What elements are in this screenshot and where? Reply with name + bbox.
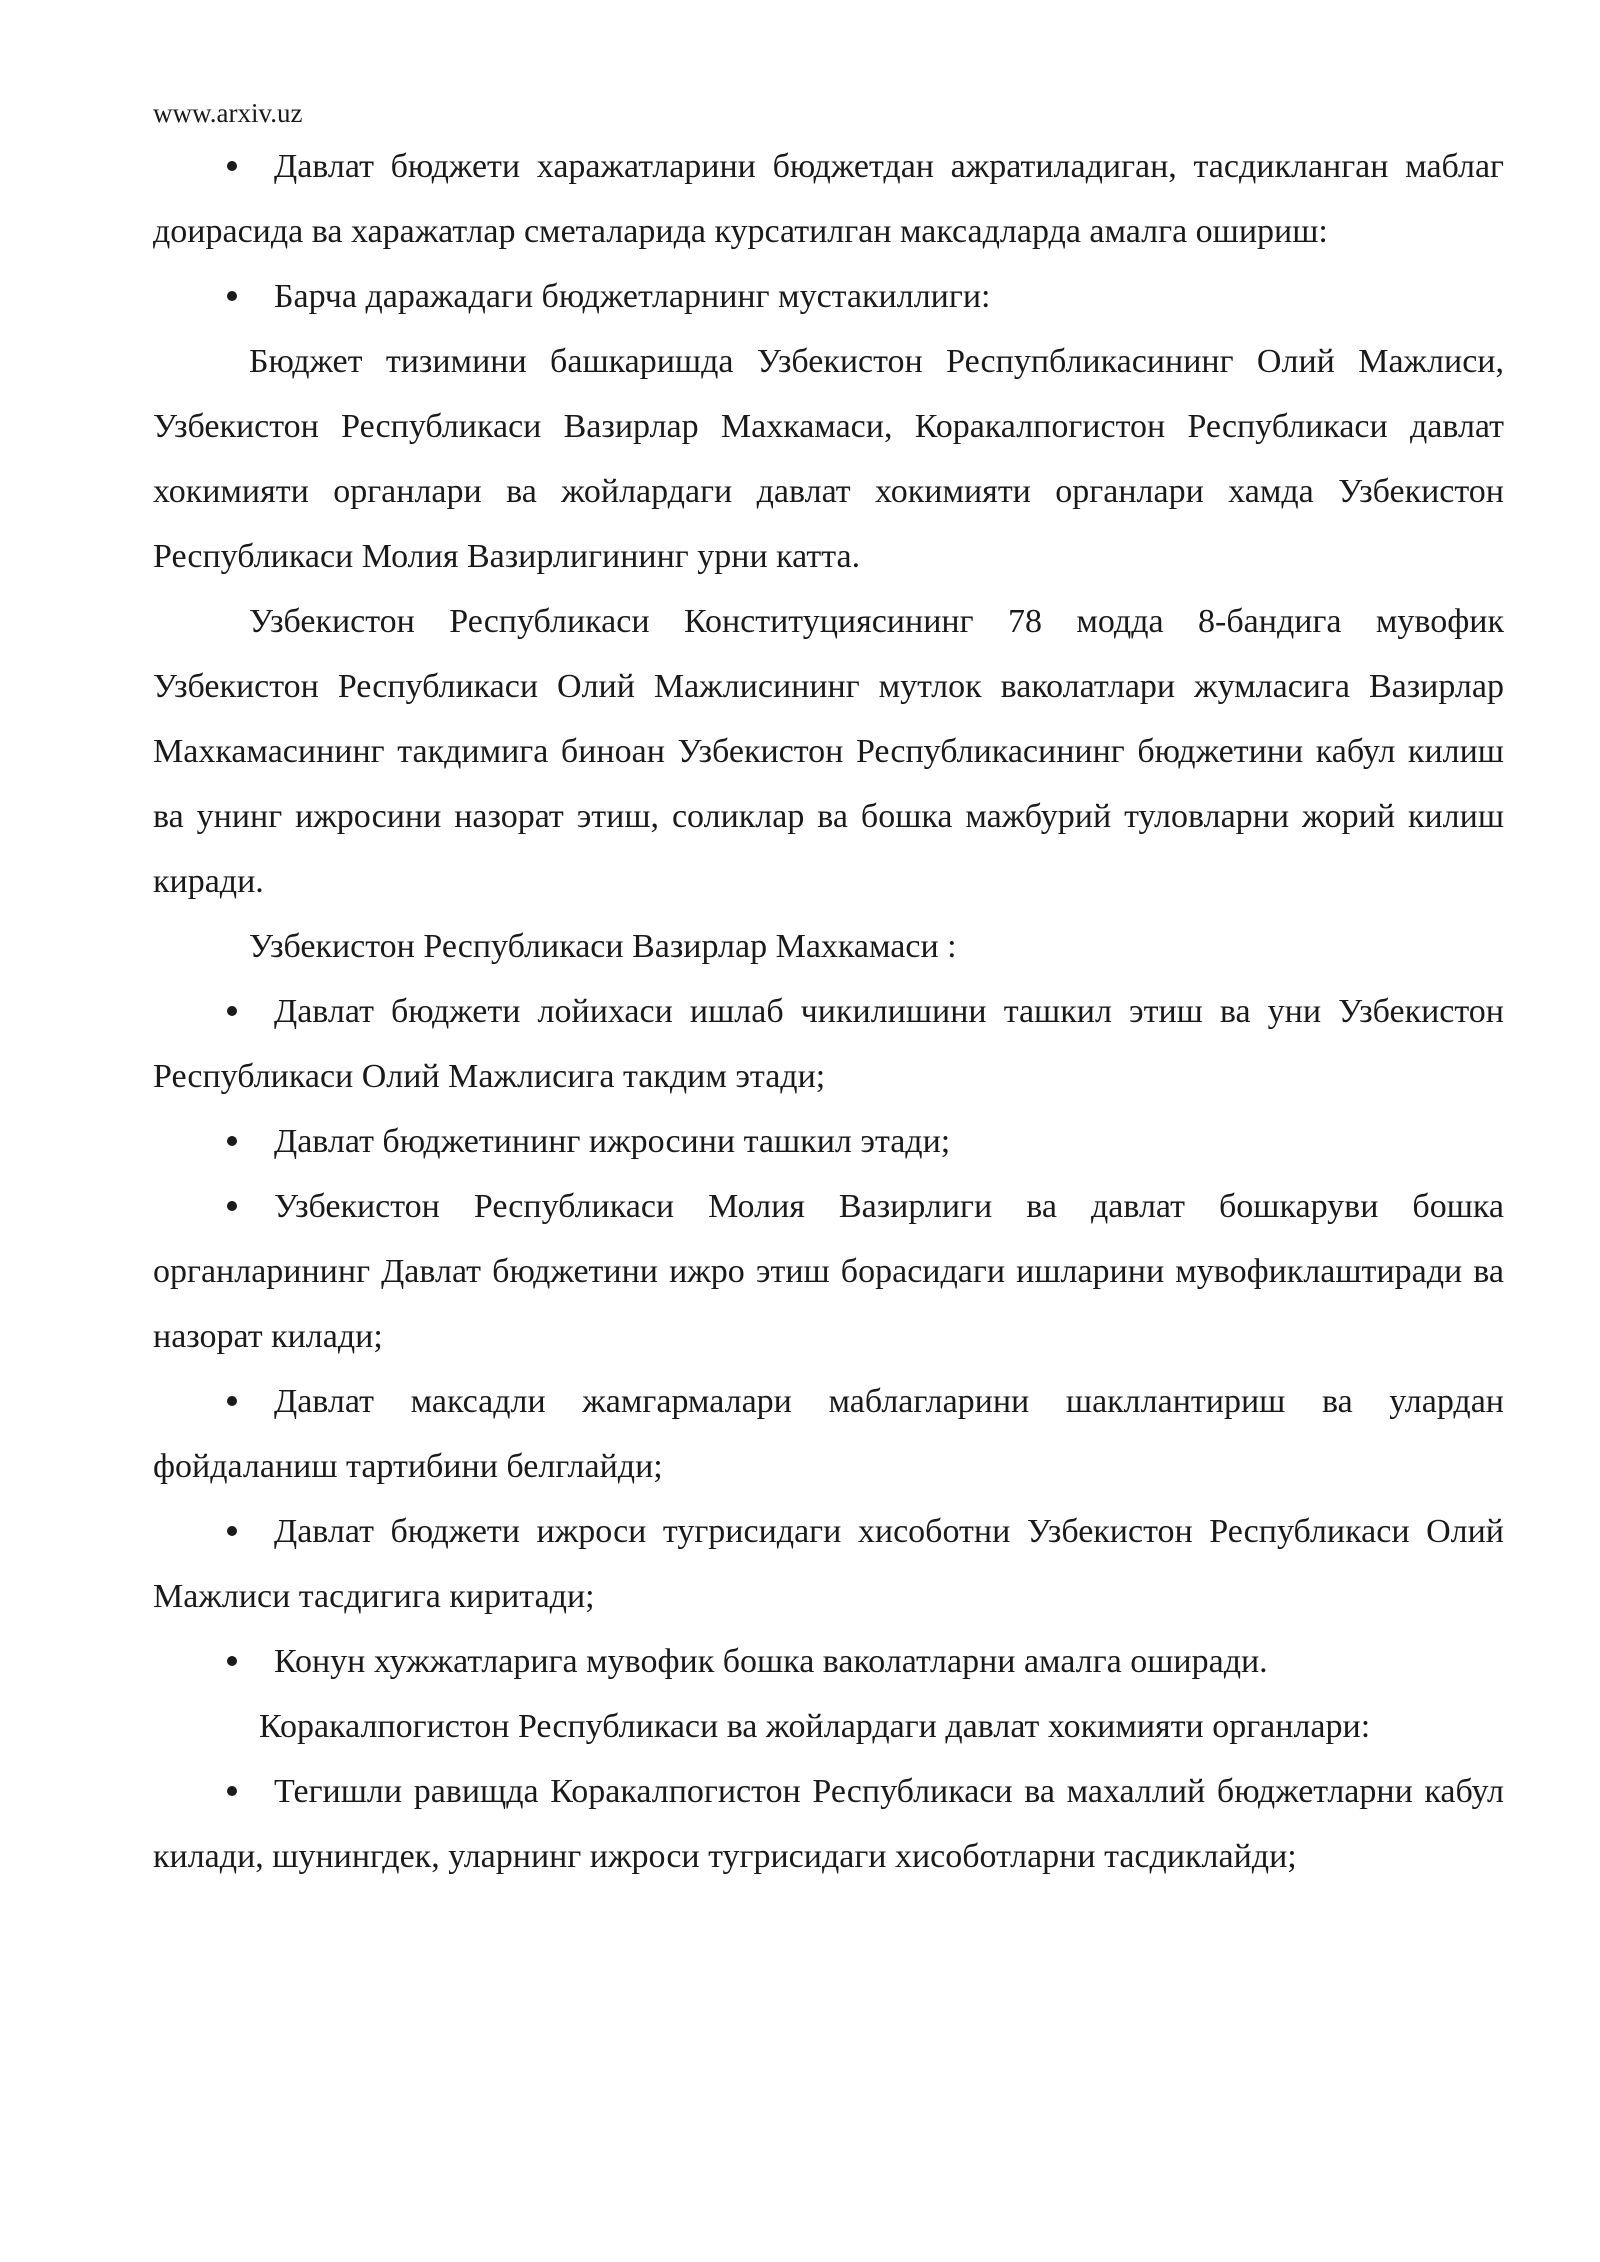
site-url-header: www.arxiv.uz	[153, 98, 303, 128]
bullet-item-5	[153, 1174, 1504, 1369]
bullet-item-1	[153, 134, 1504, 264]
bullet-item-3	[153, 979, 1504, 1109]
bullet-text: Узбекистон Республикаси Молия Вазирлиги ва давлат бошкаруви бошка органларининг Давлат бюджетини ижро этиш борасидаги ишларини мувофиклаштиради ва назорат килади;	[153, 1188, 1504, 1355]
bullet-item-6	[153, 1369, 1504, 1499]
bullet-dot-icon	[227, 1526, 237, 1536]
document-page	[153, 94, 1504, 1889]
bullet-text: Давлат бюджети харажатларини бюджетдан ажратиладиган, тасдикланган маблаг доирасида ва харажатлар сметаларида курсатилган максадларда амалга ошириш:	[153, 148, 1504, 250]
bullet-text: Давлат бюджети ижроси тугрисидаги хисоботни Узбекистон Республикаси Олий Мажлиси тасдигига киритади;	[153, 1513, 1504, 1615]
bullet-item-8	[153, 1629, 1504, 1694]
bullet-dot-icon	[227, 1136, 237, 1146]
bullet-text: Барча даражадаги бюджетларнинг мустакиллиги:	[274, 278, 991, 315]
bullet-text: Давлат бюджети лойихаси ишлаб чикилишини ташкил этиш ва уни Узбекистон Республикаси Олий Мажлисига такдим этади;	[153, 993, 1504, 1095]
paragraph-cabinet-heading: Узбекистон Республикаси Вазирлар Махкамаси :	[249, 928, 957, 965]
bullet-item-9	[153, 1759, 1504, 1889]
bullet-dot-icon	[227, 1786, 237, 1796]
bullet-dot-icon	[227, 161, 237, 171]
bullet-dot-icon	[227, 1656, 237, 1666]
bullet-dot-icon	[227, 1396, 237, 1406]
bullet-item-7	[153, 1499, 1504, 1629]
bullet-dot-icon	[227, 291, 237, 301]
paragraph-budget-management: Бюджет тизимини башкаришда Узбекистон Респупбликасининг Олий Мажлиси, Узбекистон Республикаси Вазирлар Махкамаси, Коракалпогистон Республикаси давлат хокимияти органлари ва жойлардаги давлат хокимияти органлари хамда Узбекистон Республикаси Молия Вазирлигининг урни катта.	[153, 343, 1504, 575]
bullet-text: Давлат максадли жамгармалари маблагларини шакллантириш ва улардан фойдаланиш тартибини белглайди;	[153, 1383, 1504, 1485]
bullet-item-4	[153, 1109, 1504, 1174]
bullet-dot-icon	[227, 1201, 237, 1211]
bullet-dot-icon	[227, 1006, 237, 1016]
bullet-item-2	[153, 264, 1504, 329]
bullet-text: Тегишли равищда Коракалпогистон Республикаси ва махаллий бюджетларни кабул килади, шунингдек, уларнинг ижроси тугрисидаги хисоботларни тасдиклайди;	[153, 1773, 1504, 1875]
bullet-text: Конун хужжатларига мувофик бошка ваколатларни амалга оширади.	[274, 1643, 1268, 1680]
paragraph-local-authorities-heading: Коракалпогистон Республикаси ва жойлардаги давлат хокимияти органлари:	[259, 1708, 1371, 1745]
bullet-text: Давлат бюджетининг ижросини ташкил этади;	[274, 1123, 951, 1160]
paragraph-constitution: Узбекистон Республикаси Конституциясининг 78 модда 8-бандига мувофик Узбекистон Республикаси Олий Мажлисининг мутлок ваколатлари жумласига Вазирлар Махкамасининг такдимига биноан Узбекистон Республикасининг бюджетини кабул килиш ва унинг ижросини назорат этиш, соликлар ва бошка мажбурий туловларни жорий килиш киради.	[153, 603, 1504, 900]
